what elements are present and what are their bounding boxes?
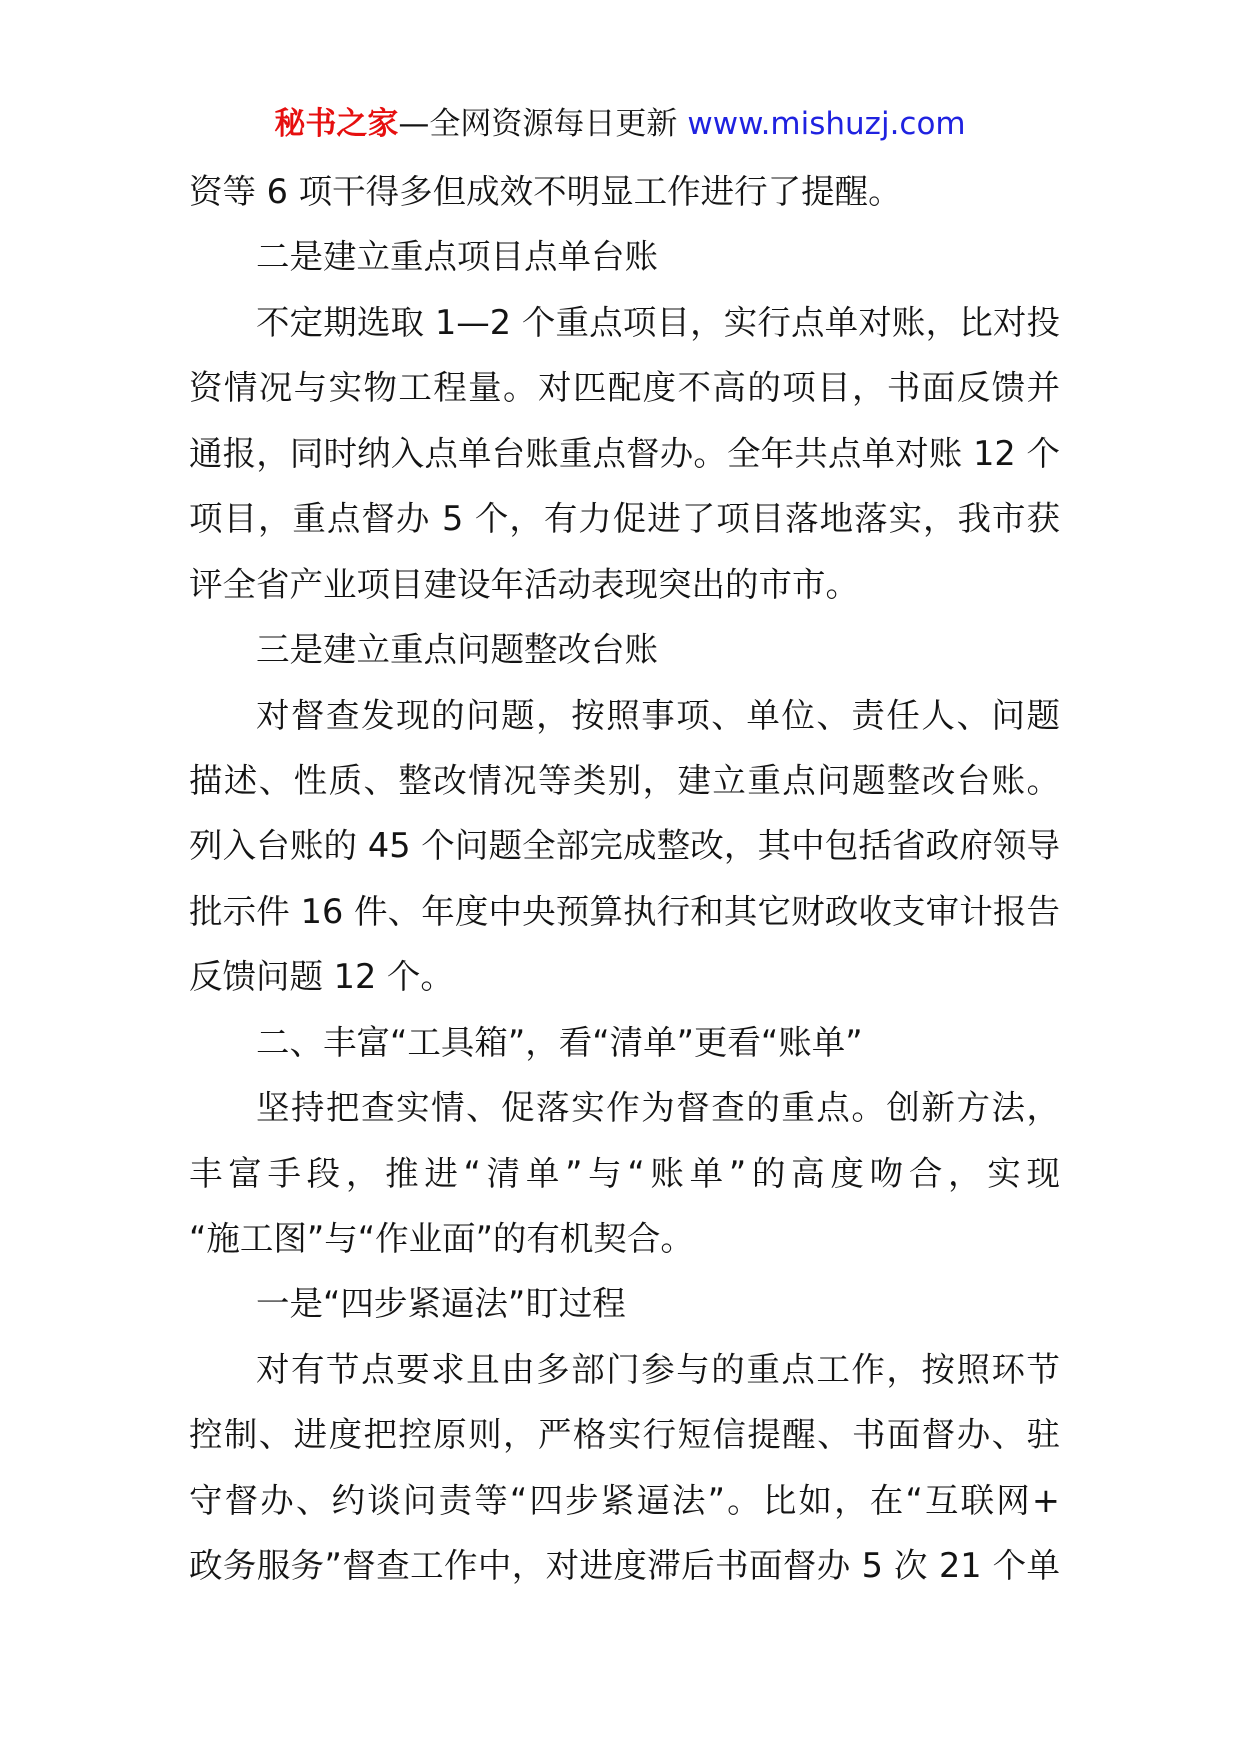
body-line: 描述、性质、整改情况等类别，建立重点问题整改台账。 xyxy=(189,760,1060,800)
body-line: “施工图”与“作业面”的有机契合。 xyxy=(189,1219,694,1258)
body-line: 政务服务”督查工作中，对进度滞后书面督办 5 次 21 个单 xyxy=(189,1546,1060,1586)
header-tagline: —全网资源每日更新 xyxy=(398,106,678,142)
body-line: 资等 6 项干得多但成效不明显工作进行了提醒。 xyxy=(189,172,902,211)
body-line: 丰富手段，推进“清单”与“账单”的高度吻合，实现 xyxy=(189,1153,1060,1193)
body-line: 列入台账的 45 个问题全部完成整改，其中包括省政府领导 xyxy=(189,826,1060,866)
body-line: 项目，重点督办 5 个，有力促进了项目落地落实，我市获 xyxy=(189,499,1060,539)
body-line: 控制、进度把控原则，严格实行短信提醒、书面督办、驻 xyxy=(189,1415,1060,1455)
body-line: 坚持把查实情、促落实作为督查的重点。创新方法， xyxy=(256,1088,1060,1128)
subheading-line: 一是“四步紧逼法”盯过程 xyxy=(256,1284,626,1324)
subheading-line: 二是建立重点项目点单台账 xyxy=(256,237,658,277)
paragraph-issue-rectification xyxy=(189,683,1060,1010)
paragraph-four-step xyxy=(189,1337,1060,1599)
section-heading-toolbox xyxy=(189,1010,1060,1075)
subheading-ledger-projects xyxy=(189,224,1060,289)
section-heading-line: 二、丰富“工具箱”，看“清单”更看“账单” xyxy=(256,1022,863,1062)
body-line: 评全省产业项目建设年活动表现突出的市市。 xyxy=(189,564,859,604)
body-line: 守督办、约谈问责等“四步紧逼法”。比如，在“互联网+ xyxy=(189,1480,1060,1520)
body-line: 对督查发现的问题，按照事项、单位、责任人、问题 xyxy=(256,695,1060,735)
paragraph-project-checks xyxy=(189,290,1060,617)
body-line: 不定期选取 1—2 个重点项目，实行点单对账，比对投 xyxy=(256,302,1060,342)
page-header xyxy=(0,104,1240,144)
body-line: 资情况与实物工程量。对匹配度不高的项目，书面反馈并 xyxy=(189,368,1060,408)
paragraph-methods xyxy=(189,1075,1060,1271)
body-line: 通报，同时纳入点单台账重点督办。全年共点单对账 12 个 xyxy=(189,433,1060,473)
subheading-four-step xyxy=(189,1271,1060,1336)
subheading-ledger-issues xyxy=(189,617,1060,682)
document-body xyxy=(189,159,1060,1599)
website-link[interactable]: www.mishuzj.com xyxy=(687,106,966,142)
body-line: 对有节点要求且由多部门参与的重点工作，按照环节 xyxy=(256,1349,1060,1389)
body-line: 批示件 16 件、年度中央预算执行和其它财政收支审计报告 xyxy=(189,891,1060,931)
paragraph-continued xyxy=(189,159,1060,224)
brand-name: 秘书之家 xyxy=(274,106,399,142)
body-line: 反馈问题 12 个。 xyxy=(189,957,454,997)
subheading-line: 三是建立重点问题整改台账 xyxy=(256,630,658,670)
